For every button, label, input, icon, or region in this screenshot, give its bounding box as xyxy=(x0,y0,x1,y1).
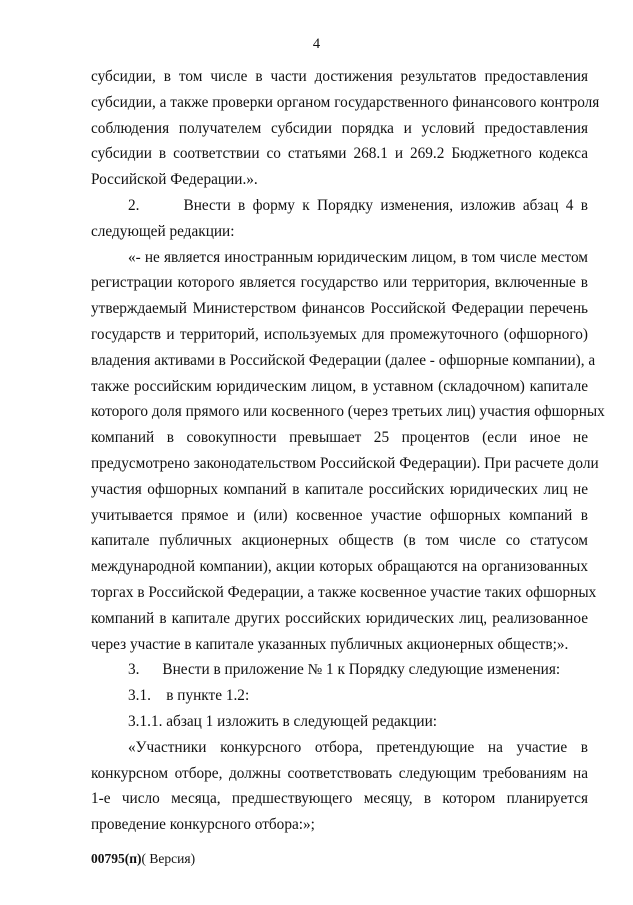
text-line: «- не является иностранным юридическим лицом, в том числе местом xyxy=(128,248,588,266)
document-code: 00795(п) xyxy=(91,851,142,866)
text-line: через участие в капитале указанных публичных акционерных обществ;». xyxy=(91,635,569,653)
text-line: также российским юридическим лицом, в уставном (складочном) капитале xyxy=(91,377,588,395)
text-line: владения активами в Российской Федерации (далее - офшорные компании), а xyxy=(91,351,596,369)
text-line: проведение конкурсного отбора:»; xyxy=(91,816,315,834)
text-line: субсидии в соответствии со статьями 268.1 и 269.2 Бюджетного кодекса xyxy=(91,145,588,163)
text-line: 2. Внести в форму к Порядку изменения, изложив абзац 4 в xyxy=(128,196,588,214)
document-footer xyxy=(91,851,195,867)
text-line: которого доля прямого или косвенного (через третьих лиц) участия офшорных xyxy=(91,403,605,421)
document-body xyxy=(91,64,605,838)
text-line: 1-е число месяца, предшествующего месяцу, в котором планируется xyxy=(91,790,588,808)
page-number: 4 xyxy=(312,36,321,52)
text-line: участия офшорных компаний в капитале российских юридических лиц не xyxy=(91,480,588,498)
text-line: 3.1. в пункте 1.2: xyxy=(128,687,250,705)
text-line: субсидии, в том числе в части достижения результатов предоставления xyxy=(91,68,588,85)
text-line: учитывается прямое и (или) косвенное участие офшорных компаний в xyxy=(91,506,588,524)
text-line: Российской Федерации.». xyxy=(91,171,258,189)
text-line: регистрации которого является государство или территория, включенные в xyxy=(91,274,588,292)
text-line: «Участники конкурсного отбора, претендующие на участие в xyxy=(128,738,588,756)
text-line: субсидии, а также проверки органом государственного финансового контроля xyxy=(91,93,600,111)
document-version: ( Версия) xyxy=(141,851,196,866)
text-line: 3. Внести в приложение № 1 к Порядку следующие изменения: xyxy=(128,661,561,679)
text-line: соблюдения получателем субсидии порядка и условий предоставления xyxy=(91,119,588,137)
text-line: следующей редакции: xyxy=(91,222,235,240)
text-line: конкурсном отборе, должны соответствовать следующим требованиям на xyxy=(91,764,588,782)
text-line: компаний в совокупности превышает 25 процентов (если иное не xyxy=(91,429,588,447)
text-line: государств и территорий, используемых для промежуточного (офшорного) xyxy=(91,325,588,343)
text-line: капитале публичных акционерных обществ (в том числе со статусом xyxy=(91,532,588,550)
text-line: торгах в Российской Федерации, а также косвенное участие таких офшорных xyxy=(91,583,597,601)
text-line: 3.1.1. абзац 1 изложить в следующей редакции: xyxy=(128,712,438,730)
text-line: международной компании), акции которых обращаются на организованных xyxy=(91,558,588,576)
text-line: предусмотрено законодательством Российской Федерации). При расчете доли xyxy=(91,454,599,472)
text-line: компаний в капитале других российских юридических лиц, реализованное xyxy=(91,609,588,627)
text-line: утверждаемый Министерством финансов Российской Федерации перечень xyxy=(91,300,588,318)
